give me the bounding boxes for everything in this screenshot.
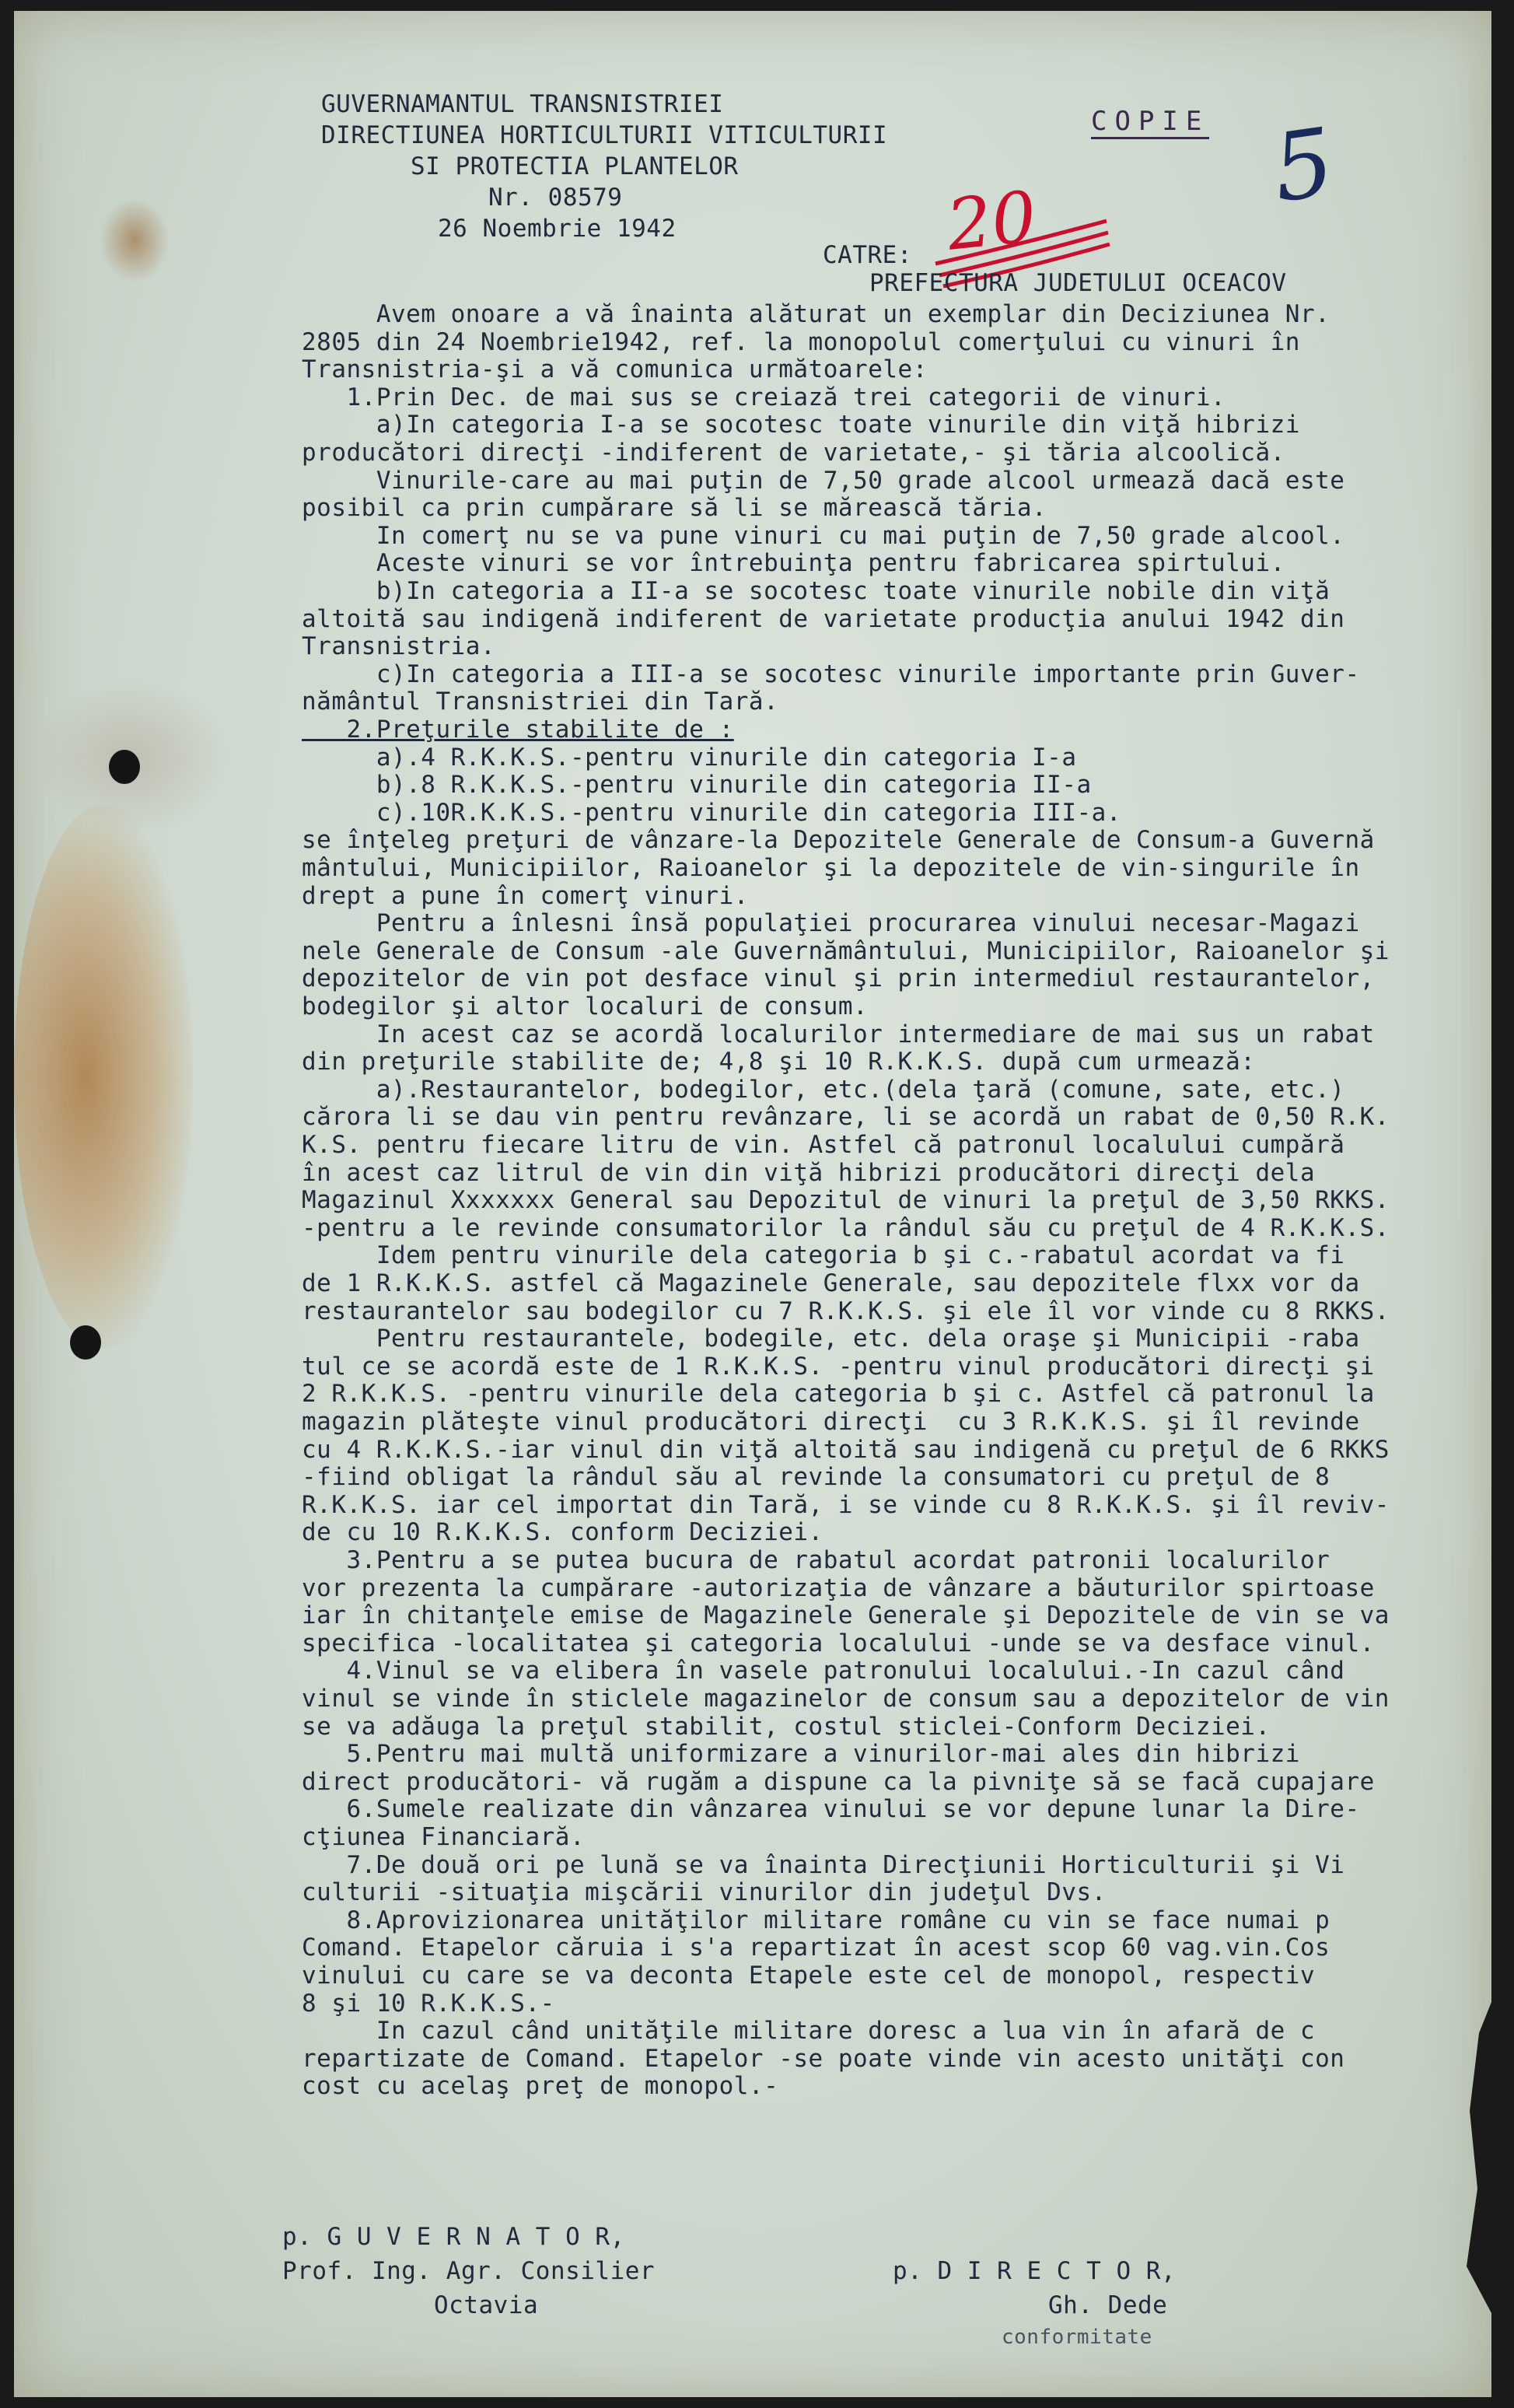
body-line: depozitelor de vin pot desface vinul şi prin intermediul restaurantelor,	[302, 964, 1375, 993]
body-line: c).10R.K.K.S.-pentru vinurile din categoria III-a.	[302, 798, 1121, 827]
punch-hole-lower	[70, 1325, 101, 1360]
body-line: magazin plăteşte vinul producători direcţi cu 3 R.K.K.S. şi îl revinde	[302, 1408, 1360, 1436]
body-line: cu 4 R.K.K.S.-iar vinul din viţă altoită sau indigenă cu preţul de 6 RKKS	[302, 1435, 1390, 1464]
body-line: se va adăuga la preţul stabilit, costul sticlei-Conform Deciziei.	[302, 1712, 1271, 1741]
body-line: b)In categoria a II-a se socotesc toate vinurile nobile din viţă	[302, 577, 1330, 605]
body-line: Magazinul Xxxxxxx General sau Depozitul de vinuri la preţul de 3,50 RKKS.	[302, 1186, 1390, 1215]
handwritten-number-blue: 5	[1266, 108, 1341, 224]
body-line: bodegilor şi altor localuri de consum.	[302, 992, 869, 1020]
body-line: In acest caz se acordă localurilor intermediare de mai sus un rabat	[302, 1020, 1375, 1048]
body-line: altoită sau indigenă indiferent de varietate producţia anului 1942 din	[302, 604, 1345, 633]
punch-hole-upper	[109, 750, 140, 784]
handwritten-number-red: 20	[942, 176, 1040, 267]
body-line: repartizate de Comand. Etapelor -se poate vinde vin acesto unităţi con	[302, 2044, 1345, 2073]
rust-stain	[14, 804, 193, 1349]
body-line: Idem pentru vinurile dela categoria b şi c.-rabatul acordat va fi	[302, 1241, 1345, 1270]
body-line: -fiind obligat la rândul său al revinde la consumatori cu preţul de 8	[302, 1463, 1330, 1492]
body-line: 8.Aprovizionarea unităţilor militare române cu vin se face numai p	[302, 1906, 1330, 1934]
torn-edge	[1460, 2002, 1491, 2313]
body-line: b).8 R.K.K.S.-pentru vinurile din categoria II-a	[302, 771, 1092, 800]
body-line: specifica -localitatea şi categoria localului -unde se va desface vinul.	[302, 1629, 1375, 1657]
header-line-4: Nr. 08579	[488, 184, 623, 212]
body-line: culturii -situaţia mişcării vinurilor din judeţul Dvs.	[302, 1878, 1107, 1907]
body-line: Pentru restaurantele, bodegile, etc. dela oraşe şi Municipii -raba	[302, 1325, 1360, 1353]
body-line: iar în chitanţele emise de Magazinele Generale şi Depozitele de vin se va	[302, 1601, 1390, 1630]
body-line: Transnistria.	[302, 632, 496, 661]
body-line: K.S. pentru fiecare litru de vin. Astfel că patronul localului cumpără	[302, 1131, 1345, 1159]
body-line: posibil ca prin cumpărare să li se mărească tăria.	[302, 494, 1047, 523]
body-line: Aceste vinuri se vor întrebuinţa pentru fabricarea spirtului.	[302, 549, 1285, 578]
signature-right-name: Gh. Dede	[1048, 2291, 1168, 2319]
body-line: restaurantelor sau bodegilor cu 7 R.K.K.S. şi ele îl vor vinde cu 8 RKKS.	[302, 1297, 1390, 1325]
body-line: Pentru a înlesni însă populaţiei procurarea vinului necesar-Magazi	[302, 909, 1360, 938]
body-line: mântului, Municipiilor, Raioanelor şi la depozitele de vin-singurile în	[302, 854, 1360, 882]
body-line: a).Restaurantelor, bodegilor, etc.(dela ţară (comune, sate, etc.)	[302, 1075, 1345, 1104]
document-page	[14, 11, 1491, 2397]
body-line: vor prezenta la cumpărare -autorizaţia de vânzare a băuturilor spirtoase	[302, 1573, 1375, 1602]
body-line: 4.Vinul se va elibera în vasele patronului localului.-In cazul când	[302, 1657, 1345, 1685]
body-line: Vinurile-care au mai puţin de 7,50 grade alcool urmează dacă este	[302, 466, 1345, 495]
body-line: In comerţ nu se va pune vinuri cu mai puţin de 7,50 grade alcool.	[302, 521, 1345, 550]
body-line: 6.Sumele realizate din vânzarea vinului se vor depune lunar la Dire-	[302, 1795, 1360, 1824]
body-line: de 1 R.K.K.S. astfel că Magazinele Generale, sau depozitele flxx vor da	[302, 1269, 1360, 1297]
body-line: 2 R.K.K.S. -pentru vinurile dela categoria b şi c. Astfel că patronul la	[302, 1380, 1375, 1409]
body-line: 7.De două ori pe lună se va înainta Direcţiunii Horticulturii şi Vi	[302, 1850, 1345, 1879]
body-line: 8 şi 10 R.K.K.S.-	[302, 1989, 555, 2018]
body-line: cărora li se dau vin pentru revânzare, li se acordă un rabat de 0,50 R.K.	[302, 1103, 1390, 1132]
body-line: vinul se vinde în sticlele magazinelor de consum sau a depozitelor de vin	[302, 1685, 1390, 1713]
signature-left-title: p. G U V E R N A T O R,	[282, 2223, 625, 2251]
body-line: -pentru a le revinde consumatorilor la rândul său cu preţul de 4 R.K.K.S.	[302, 1213, 1390, 1242]
header-line-3: SI PROTECTIA PLANTELOR	[411, 152, 739, 180]
header-line-1: GUVERNAMANTUL TRANSNISTRIEI	[321, 90, 724, 118]
body-line: de cu 10 R.K.K.S. conform Deciziei.	[302, 1518, 823, 1547]
body-line: In cazul când unităţile militare doresc a lua vin în afară de c	[302, 2017, 1316, 2046]
body-line: cţiunea Financiară.	[302, 1823, 586, 1851]
body-line: se înţeleg preţuri de vânzare-la Depozitele Generale de Consum-a Guvernă	[302, 826, 1375, 855]
body-line: nele Generale de Consum -ale Guvernământului, Municipiilor, Raioanelor şi	[302, 936, 1390, 965]
body-line: 2805 din 24 Noembrie1942, ref. la monopolul comerţului cu vinuri în	[302, 327, 1300, 356]
rust-stain-top	[100, 198, 170, 283]
recipient-name: PREFECTURA JUDETULUI OCEACOV	[869, 269, 1287, 297]
body-line: a)In categoria I-a se socotesc toate vinurile din viţă hibrizi	[302, 411, 1300, 439]
body-line: 5.Pentru mai multă uniformizare a vinurilor-mai ales din hibrizi	[302, 1740, 1300, 1769]
body-line: din preţurile stabilite de; 4,8 şi 10 R.K.K.S. după cum urmează:	[302, 1048, 1256, 1076]
header-line-2: DIRECTIUNEA HORTICULTURII VITICULTURII	[321, 121, 888, 149]
body-line: R.K.K.S. iar cel importat din Tară, i se vinde cu 8 R.K.K.S. şi îl reviv-	[302, 1490, 1390, 1519]
conformity-note: conformitate	[1002, 2326, 1152, 2349]
body-line: c)In categoria a III-a se socotesc vinurile importante prin Guver-	[302, 660, 1360, 688]
body-line: drept a pune în comerţ vinuri.	[302, 881, 749, 910]
body-line: 2.Preţurile stabilite de :	[302, 716, 734, 744]
body-line: tul ce se acordă este de 1 R.K.K.S. -pentru vinul producători direcţi şi	[302, 1352, 1375, 1381]
signature-left-name: Octavia	[434, 2291, 539, 2319]
body-line: producători direcţi -indiferent de varietate,- şi tăria alcoolică.	[302, 439, 1285, 467]
body-line: Comand. Etapelor căruia i s'a repartizat în acest scop 60 vag.vin.Cos	[302, 1934, 1330, 1962]
signature-right-title: p. D I R E C T O R,	[893, 2257, 1177, 2285]
body-line: a).4 R.K.K.S.-pentru vinurile din categoria I-a	[302, 743, 1077, 772]
body-line: direct producători- vă rugăm a dispune ca la pivniţe să se facă cupajare	[302, 1767, 1375, 1796]
body-line: 3.Pentru a se putea bucura de rabatul acordat patronii localurilor	[302, 1546, 1330, 1574]
body-line: vinului cu care se va deconta Etapele este cel de monopol, respectiv	[302, 1962, 1316, 1990]
header-line-5: 26 Noembrie 1942	[438, 215, 677, 243]
signature-left-role: Prof. Ing. Agr. Consilier	[282, 2257, 656, 2285]
body-line: cost cu acelaş preţ de monopol.-	[302, 2072, 779, 2101]
body-line: în acest caz litrul de vin din viţă hibrizi producători direcţi dela	[302, 1158, 1316, 1187]
body-line: Avem onoare a vă înainta alăturat un exemplar din Deciziunea Nr.	[302, 300, 1330, 328]
body-line: Transnistria-şi a vă comunica următoarele:	[302, 355, 928, 384]
recipient-label: CATRE:	[823, 241, 912, 269]
copy-stamp: COPIE	[1091, 106, 1209, 139]
body-line: 1.Prin Dec. de mai sus se creiază trei categorii de vinuri.	[302, 383, 1226, 411]
body-line: nământul Transnistriei din Tară.	[302, 688, 779, 716]
